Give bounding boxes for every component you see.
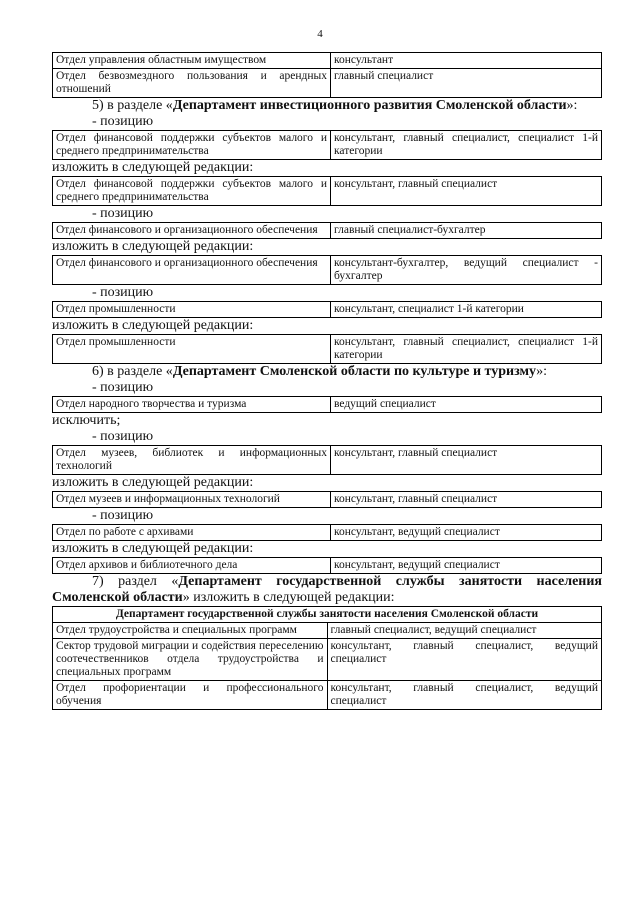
table-new-edition bbox=[52, 334, 602, 364]
table-position bbox=[52, 524, 602, 541]
page-number: 4 bbox=[317, 28, 323, 40]
table-row bbox=[53, 223, 602, 239]
exclude-label: исключить; bbox=[52, 413, 121, 428]
table-row bbox=[53, 492, 602, 508]
positions-cell: консультант, ведущий специалист bbox=[331, 525, 602, 541]
table-row bbox=[53, 446, 602, 475]
department-cell: Отдел промышленности bbox=[53, 335, 331, 364]
table-new-edition bbox=[52, 557, 602, 574]
department-cell: Отдел по работе с архивами bbox=[53, 525, 331, 541]
department-cell: Отдел управления областным имуществом bbox=[53, 53, 331, 69]
position-label: - позицию bbox=[92, 429, 154, 444]
department-cell: Отдел музеев и информационных технологий bbox=[53, 492, 331, 508]
table-position bbox=[52, 396, 602, 413]
position-label: - позицию bbox=[92, 285, 154, 300]
new-edition-label: изложить в следующей редакции: bbox=[52, 160, 254, 175]
department-cell: Отдел безвозмездного пользования и арендных отношений bbox=[53, 69, 331, 98]
department-cell: Отдел финансовой поддержки субъектов малого и среднего предпринимательства bbox=[53, 177, 331, 206]
positions-cell: главный специалист-бухгалтер bbox=[331, 223, 602, 239]
department-cell: Сектор трудовой миграции и содействия переселению соотечественников отдела трудоустройства и специальных программ bbox=[53, 639, 328, 681]
department-cell: Отдел финансового и организационного обеспечения bbox=[53, 223, 331, 239]
paragraph-5: 5) в разделе «Департамент инвестиционного развития Смоленской области»: bbox=[92, 98, 578, 113]
new-edition-label: изложить в следующей редакции: bbox=[52, 318, 254, 333]
table-row bbox=[53, 639, 602, 681]
positions-cell: консультант-бухгалтер, ведущий специалист - бухгалтер bbox=[331, 256, 602, 285]
position-label: - позицию bbox=[92, 206, 154, 221]
table-row bbox=[53, 256, 602, 285]
table-header: Департамент государственной службы занятости населения Смоленской области bbox=[53, 607, 602, 623]
department-cell: Отдел финансовой поддержки субъектов малого и среднего предпринимательства bbox=[53, 131, 331, 160]
table-row bbox=[53, 623, 602, 639]
positions-cell: главный специалист bbox=[331, 69, 602, 98]
positions-cell: консультант, специалист 1-й категории bbox=[331, 302, 602, 318]
department-cell: Отдел архивов и библиотечного дела bbox=[53, 558, 331, 574]
document-body bbox=[52, 52, 602, 710]
table-new-edition bbox=[52, 491, 602, 508]
positions-cell: консультант, главный специалист bbox=[331, 492, 602, 508]
table-tail bbox=[52, 52, 602, 98]
positions-cell: главный специалист, ведущий специалист bbox=[327, 623, 602, 639]
table-position bbox=[52, 222, 602, 239]
position-label: - позицию bbox=[92, 508, 154, 523]
positions-cell: ведущий специалист bbox=[331, 397, 602, 413]
paragraph-6: 6) в разделе «Департамент Смоленской области по культуре и туризму»: bbox=[92, 364, 547, 379]
positions-cell: консультант, главный специалист bbox=[331, 177, 602, 206]
new-edition-label: изложить в следующей редакции: bbox=[52, 239, 254, 254]
table-row bbox=[53, 302, 602, 318]
position-label: - позицию bbox=[92, 380, 154, 395]
table-position bbox=[52, 301, 602, 318]
new-edition-label: изложить в следующей редакции: bbox=[52, 541, 254, 556]
table-row bbox=[53, 69, 602, 98]
positions-cell: консультант, главный специалист, ведущий специалист bbox=[327, 681, 602, 710]
table-new-edition bbox=[52, 176, 602, 206]
positions-cell: консультант, ведущий специалист bbox=[331, 558, 602, 574]
table-row bbox=[53, 558, 602, 574]
table-row bbox=[53, 525, 602, 541]
department-cell: Отдел промышленности bbox=[53, 302, 331, 318]
table-row bbox=[53, 335, 602, 364]
department-cell: Отдел музеев, библиотек и информационных технологий bbox=[53, 446, 331, 475]
department-cell: Отдел профориентации и профессионального обучения bbox=[53, 681, 328, 710]
department-cell: Отдел народного творчества и туризма bbox=[53, 397, 331, 413]
positions-cell: консультант, главный специалист, ведущий специалист bbox=[327, 639, 602, 681]
table-row bbox=[53, 397, 602, 413]
positions-cell: консультант, главный специалист bbox=[331, 446, 602, 475]
table-position bbox=[52, 445, 602, 475]
department-cell: Отдел трудоустройства и специальных программ bbox=[53, 623, 328, 639]
table-row bbox=[53, 131, 602, 160]
positions-cell: консультант bbox=[331, 53, 602, 69]
positions-cell: консультант, главный специалист, специалист 1-й категории bbox=[331, 131, 602, 160]
positions-cell: консультант, главный специалист, специалист 1-й категории bbox=[331, 335, 602, 364]
paragraph-7: 7) раздел «Департамент государственной службы занятости населения Смоленской области» изложить в следующей редакции: bbox=[52, 574, 602, 605]
table-position bbox=[52, 130, 602, 160]
position-label: - позицию bbox=[92, 114, 154, 129]
table-row bbox=[53, 177, 602, 206]
employment-service-table bbox=[52, 606, 602, 710]
table-row bbox=[53, 53, 602, 69]
table-new-edition bbox=[52, 255, 602, 285]
table-header-row bbox=[53, 607, 602, 623]
table-row bbox=[53, 681, 602, 710]
new-edition-label: изложить в следующей редакции: bbox=[52, 475, 254, 490]
department-cell: Отдел финансового и организационного обеспечения bbox=[53, 256, 331, 285]
